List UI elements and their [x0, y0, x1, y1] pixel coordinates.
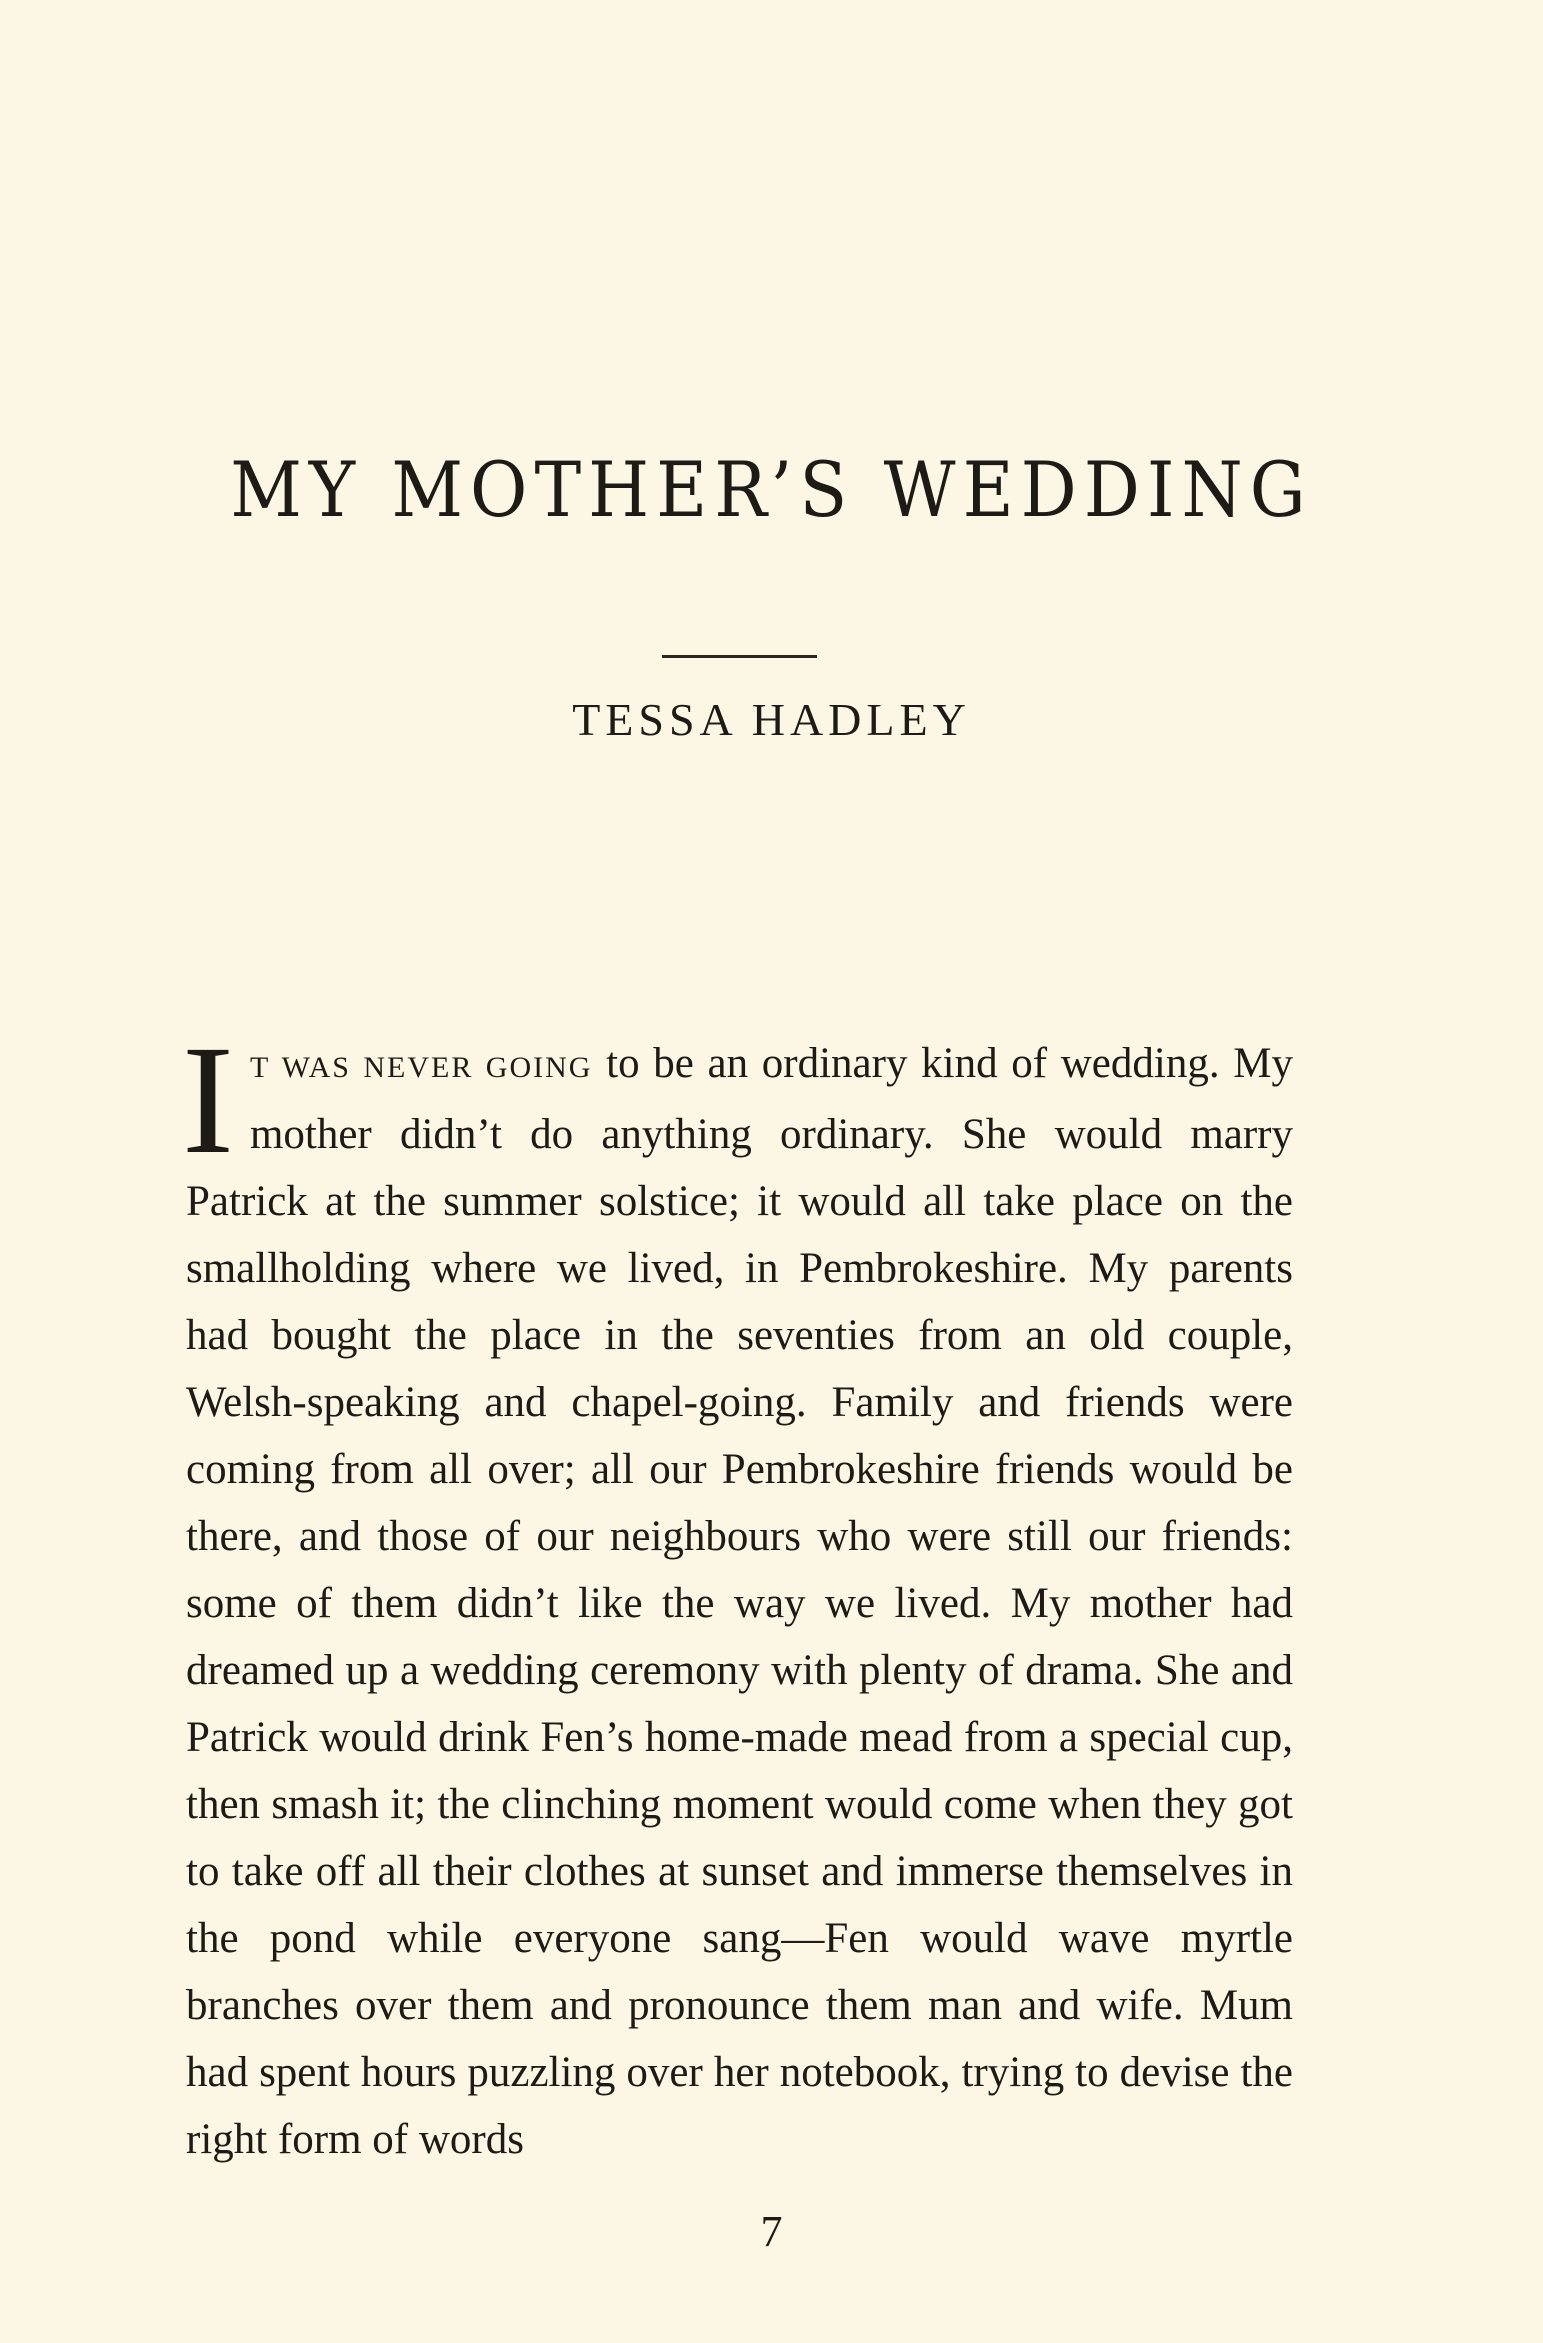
author-name: TESSA HADLEY: [572, 694, 971, 745]
paragraph-text: to be an ordinary kind of wedding. My mother didn’t do anything ordinary. She would marry Patrick at the summer solstice; it would all take place on the smallholding where we lived, in Pembrokeshire. My parents had bought the place in the seventies from an old couple, Welsh-speaking and chapel-going. Family and friends were coming from all over; all our Pembrokeshire friends would be there, and those of our neighbours who were still our friends: some of them didn’t like the way we lived. My mother had dreamed up a wedding ceremony with plenty of drama. She and Patrick would drink Fen’s home-made mead from a special cup, then smash it; the clinching moment would come when they got to take off all their clothes at sunset and immerse themselves in the pond while everyone sang—Fen would wave myrtle branches over them and pronounce them man and wife. Mum had spent hours puzzling over her notebook, trying to devise the right form of words: [186, 1040, 1294, 2163]
chapter-title: MY MOTHER’S WEDDING: [230, 445, 1313, 535]
body-paragraph: [182, 1013, 1294, 2173]
opening-small-caps: T WAS NEVER GOING: [249, 1051, 593, 1084]
drop-cap: I: [182, 1013, 234, 1186]
title-divider: [662, 655, 817, 658]
page-number: 7: [760, 2207, 783, 2256]
